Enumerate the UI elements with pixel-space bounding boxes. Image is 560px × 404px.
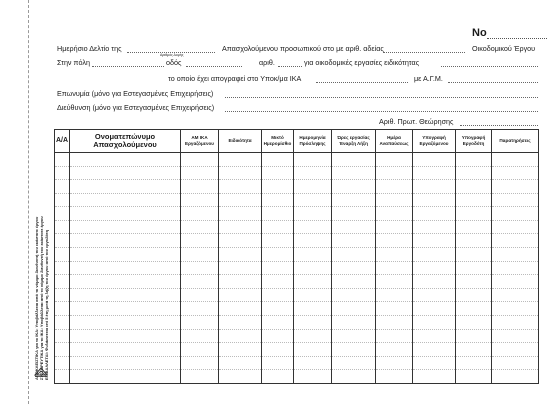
table-cell[interactable] xyxy=(294,275,332,289)
table-cell[interactable] xyxy=(492,370,539,384)
side-note-line: ΑΠΟΚΛΕΙΣΤΙΚΑ για το ΙΚΑ: Υποβάλλεται από το νόμιμο διευθυντή του εκάστοτε έργου xyxy=(34,216,39,380)
table-cell[interactable] xyxy=(181,234,219,248)
table-cell[interactable] xyxy=(219,248,262,262)
table-cell[interactable] xyxy=(70,220,181,234)
column-header-full-name: Ονοματεπώνυμο Απασχολούμενου xyxy=(70,130,181,153)
table-cell[interactable] xyxy=(70,302,181,316)
table-cell[interactable] xyxy=(70,207,181,221)
table-row xyxy=(55,329,539,343)
table-cell[interactable] xyxy=(219,302,262,316)
table-cell[interactable] xyxy=(294,370,332,384)
table-cell[interactable] xyxy=(262,166,294,180)
table-cell[interactable] xyxy=(332,261,376,275)
table-cell[interactable] xyxy=(456,180,492,194)
table-cell[interactable] xyxy=(262,302,294,316)
table-cell[interactable] xyxy=(262,370,294,384)
table-cell[interactable] xyxy=(294,302,332,316)
table-cell[interactable] xyxy=(70,166,181,180)
table-cell[interactable] xyxy=(181,275,219,289)
table-cell[interactable] xyxy=(376,302,413,316)
table-cell[interactable] xyxy=(376,288,413,302)
table-cell[interactable] xyxy=(492,315,539,329)
form-number-field[interactable] xyxy=(487,38,547,39)
table-cell[interactable] xyxy=(456,207,492,221)
table-row xyxy=(55,180,539,194)
table-cell[interactable] xyxy=(70,356,181,370)
table-cell[interactable] xyxy=(332,193,376,207)
table-cell[interactable] xyxy=(262,288,294,302)
table-cell[interactable] xyxy=(413,356,456,370)
table-cell[interactable] xyxy=(219,193,262,207)
table-cell[interactable] xyxy=(262,180,294,194)
table-body xyxy=(55,153,539,384)
table-cell[interactable] xyxy=(492,329,539,343)
side-note-line: ΕΠΙΒΑΛΛΕΤΑΙ: Φυλάσσεται επί 5 έτη μετά τη λήξη του έργου από τον εργοδότη xyxy=(44,229,49,380)
table-cell[interactable] xyxy=(55,302,70,316)
column-header-specialty: Ειδικότητα xyxy=(219,130,262,153)
table-cell[interactable] xyxy=(219,234,262,248)
table-cell[interactable] xyxy=(55,329,70,343)
table-cell[interactable] xyxy=(376,207,413,221)
table-cell[interactable] xyxy=(332,288,376,302)
table-cell[interactable] xyxy=(181,343,219,357)
table-cell[interactable] xyxy=(456,329,492,343)
street-field[interactable] xyxy=(186,66,242,67)
table-cell[interactable] xyxy=(413,343,456,357)
table-cell[interactable] xyxy=(376,153,413,167)
table-row xyxy=(55,234,539,248)
table-cell[interactable] xyxy=(456,370,492,384)
table-cell[interactable] xyxy=(294,356,332,370)
table-cell[interactable] xyxy=(262,275,294,289)
side-note-line: ΣΥΣΣΩΡΕΥΤΙΚΑ για το ΙΚΑ: Υποβάλλεται από το νόμιμο διευθυντή του εκάστοτε έργου xyxy=(39,216,44,380)
table-cell[interactable] xyxy=(492,207,539,221)
column-header-hire-date: Ημερομηνία Πρόσληψης xyxy=(294,130,332,153)
table-cell[interactable] xyxy=(181,261,219,275)
table-cell[interactable] xyxy=(413,370,456,384)
table-cell[interactable] xyxy=(456,302,492,316)
table-cell[interactable] xyxy=(492,302,539,316)
table-row xyxy=(55,193,539,207)
table-cell[interactable] xyxy=(181,166,219,180)
table-cell[interactable] xyxy=(55,356,70,370)
table-cell[interactable] xyxy=(181,315,219,329)
table-cell[interactable] xyxy=(219,153,262,167)
table-cell[interactable] xyxy=(219,356,262,370)
table-cell[interactable] xyxy=(294,220,332,234)
table-cell[interactable] xyxy=(181,193,219,207)
table-cell[interactable] xyxy=(492,288,539,302)
company-name-label: Επωνυμία (μόνο για Εστεγασμένες Επιχειρήσεις) xyxy=(57,89,214,98)
table-cell[interactable] xyxy=(219,288,262,302)
protocol-number-field[interactable] xyxy=(460,125,538,126)
table-cell[interactable] xyxy=(376,356,413,370)
table-cell[interactable] xyxy=(262,261,294,275)
table-cell[interactable] xyxy=(456,288,492,302)
table-cell[interactable] xyxy=(262,234,294,248)
table-cell[interactable] xyxy=(376,248,413,262)
table-cell[interactable] xyxy=(55,193,70,207)
building-project-label: Οικοδομικού Έργου xyxy=(472,44,536,53)
column-header-remarks: Παρατηρήσεις xyxy=(492,130,539,153)
street-small-label: Αριθμός Δομής xyxy=(160,53,184,57)
table-cell[interactable] xyxy=(456,261,492,275)
street-number-field[interactable] xyxy=(278,66,302,67)
table-cell[interactable] xyxy=(181,329,219,343)
street-label: οδός xyxy=(166,58,182,67)
table-cell[interactable] xyxy=(181,220,219,234)
table-cell[interactable] xyxy=(456,248,492,262)
table-cell[interactable] xyxy=(70,261,181,275)
table-cell[interactable] xyxy=(332,166,376,180)
table-cell[interactable] xyxy=(413,166,456,180)
table-cell[interactable] xyxy=(181,302,219,316)
table-cell[interactable] xyxy=(332,315,376,329)
table-cell[interactable] xyxy=(413,193,456,207)
table-cell[interactable] xyxy=(294,180,332,194)
table-cell[interactable] xyxy=(219,343,262,357)
table-cell[interactable] xyxy=(219,370,262,384)
table-row xyxy=(55,248,539,262)
table-cell[interactable] xyxy=(413,288,456,302)
table-cell[interactable] xyxy=(376,234,413,248)
employees-table xyxy=(54,129,539,384)
column-header-work-hours: Ώρες εργασίας Έναρξη Λήξη xyxy=(332,130,376,153)
protocol-number-label: Αριθ. Πρωτ. Θεώρησης xyxy=(379,117,454,126)
table-cell[interactable] xyxy=(456,153,492,167)
table-cell[interactable] xyxy=(55,220,70,234)
daily-report-label: Ημερήσιο Δελτίο της xyxy=(57,44,122,53)
table-cell[interactable] xyxy=(332,248,376,262)
table-row xyxy=(55,207,539,221)
table-cell[interactable] xyxy=(413,329,456,343)
table-cell[interactable] xyxy=(332,370,376,384)
table-row xyxy=(55,166,539,180)
company-address-field[interactable] xyxy=(225,111,538,112)
table-cell[interactable] xyxy=(332,343,376,357)
table-cell[interactable] xyxy=(456,275,492,289)
table-cell[interactable] xyxy=(219,166,262,180)
table-row xyxy=(55,153,539,167)
table-cell[interactable] xyxy=(413,248,456,262)
table-cell[interactable] xyxy=(376,166,413,180)
table-cell[interactable] xyxy=(413,180,456,194)
table-cell[interactable] xyxy=(492,220,539,234)
table-cell[interactable] xyxy=(262,315,294,329)
table-cell[interactable] xyxy=(55,343,70,357)
table-cell[interactable] xyxy=(332,329,376,343)
column-header-aa: Α/Α xyxy=(55,130,70,153)
works-specialty-field[interactable] xyxy=(441,66,538,67)
table-row xyxy=(55,370,539,384)
table-row xyxy=(55,275,539,289)
table-cell[interactable] xyxy=(55,248,70,262)
table-cell[interactable] xyxy=(376,329,413,343)
perforation-line xyxy=(28,0,29,404)
table-cell[interactable] xyxy=(70,153,181,167)
license-number-label: Απασχολούμενου προσωπικού στο με αριθ. αδείας xyxy=(222,44,384,53)
table-cell[interactable] xyxy=(456,356,492,370)
table-row xyxy=(55,220,539,234)
table-cell[interactable] xyxy=(262,329,294,343)
table-cell[interactable] xyxy=(332,180,376,194)
table-cell[interactable] xyxy=(376,275,413,289)
table-cell[interactable] xyxy=(413,302,456,316)
side-note xyxy=(34,216,49,380)
table-cell[interactable] xyxy=(262,207,294,221)
table-cell[interactable] xyxy=(294,288,332,302)
table-cell[interactable] xyxy=(492,234,539,248)
table-cell[interactable] xyxy=(181,153,219,167)
table-row xyxy=(55,315,539,329)
table-cell[interactable] xyxy=(55,234,70,248)
table-cell[interactable] xyxy=(70,343,181,357)
table-cell[interactable] xyxy=(70,248,181,262)
table-cell[interactable] xyxy=(262,248,294,262)
table-cell[interactable] xyxy=(294,343,332,357)
table-cell[interactable] xyxy=(413,261,456,275)
publisher-logo-icon xyxy=(34,366,48,378)
ika-branch-label: το οποίο έχει απογραφεί στο Υποκ/μα ΙΚΑ xyxy=(168,74,302,83)
table-cell[interactable] xyxy=(294,153,332,167)
table-cell[interactable] xyxy=(332,302,376,316)
table-cell[interactable] xyxy=(262,193,294,207)
table-cell[interactable] xyxy=(219,315,262,329)
table-cell[interactable] xyxy=(332,275,376,289)
table-cell[interactable] xyxy=(294,166,332,180)
table-cell[interactable] xyxy=(262,343,294,357)
table-cell[interactable] xyxy=(376,370,413,384)
table-cell[interactable] xyxy=(332,356,376,370)
table-cell[interactable] xyxy=(55,153,70,167)
table-cell[interactable] xyxy=(219,275,262,289)
table-cell[interactable] xyxy=(181,248,219,262)
column-header-ika-number: ΑΜ ΙΚΑ Εργαζόμενου xyxy=(181,130,219,153)
table-cell[interactable] xyxy=(332,207,376,221)
table-cell[interactable] xyxy=(413,207,456,221)
column-header-daily-wage: Μικτό Ημερομίσθιο xyxy=(262,130,294,153)
table-cell[interactable] xyxy=(70,329,181,343)
table-cell[interactable] xyxy=(294,207,332,221)
street-number-label: αριθ. xyxy=(259,58,275,67)
column-header-employee-signature: Υπογραφή Εργαζόμενου xyxy=(413,130,456,153)
table-cell[interactable] xyxy=(181,288,219,302)
table-cell[interactable] xyxy=(55,275,70,289)
table-cell[interactable] xyxy=(376,343,413,357)
table-cell[interactable] xyxy=(70,275,181,289)
table-cell[interactable] xyxy=(413,315,456,329)
city-label: Στην πόλη xyxy=(57,58,90,67)
table-cell[interactable] xyxy=(294,329,332,343)
table-cell[interactable] xyxy=(55,315,70,329)
table-cell[interactable] xyxy=(492,193,539,207)
table-cell[interactable] xyxy=(413,234,456,248)
ika-branch-field[interactable] xyxy=(316,82,408,83)
table-cell[interactable] xyxy=(376,180,413,194)
table-cell[interactable] xyxy=(219,207,262,221)
table-cell[interactable] xyxy=(413,220,456,234)
table-cell[interactable] xyxy=(181,207,219,221)
table-cell[interactable] xyxy=(262,220,294,234)
table-cell[interactable] xyxy=(492,343,539,357)
table-cell[interactable] xyxy=(376,220,413,234)
table-cell[interactable] xyxy=(456,193,492,207)
company-name-field[interactable] xyxy=(225,97,538,98)
company-address-label: Διεύθυνση (μόνο για Εστεγασμένες Επιχειρήσεις) xyxy=(57,103,215,112)
table-cell[interactable] xyxy=(456,220,492,234)
table-cell[interactable] xyxy=(492,248,539,262)
table-cell[interactable] xyxy=(376,193,413,207)
table-cell[interactable] xyxy=(55,370,70,384)
table-cell[interactable] xyxy=(294,315,332,329)
table-cell[interactable] xyxy=(70,193,181,207)
table-cell[interactable] xyxy=(294,261,332,275)
table-cell[interactable] xyxy=(376,315,413,329)
table-row xyxy=(55,261,539,275)
table-cell[interactable] xyxy=(456,343,492,357)
table-cell[interactable] xyxy=(70,234,181,248)
license-number-field[interactable] xyxy=(383,52,465,53)
works-specialty-label: για οικοδομικές εργασίες ειδικότητας xyxy=(304,58,420,67)
form-number-label: No xyxy=(472,27,487,39)
table-cell[interactable] xyxy=(55,180,70,194)
agm-field[interactable] xyxy=(448,82,538,83)
table-cell[interactable] xyxy=(456,166,492,180)
table-cell[interactable] xyxy=(332,153,376,167)
table-cell[interactable] xyxy=(492,153,539,167)
table-cell[interactable] xyxy=(294,234,332,248)
table-cell[interactable] xyxy=(219,261,262,275)
table-cell[interactable] xyxy=(294,248,332,262)
table-cell[interactable] xyxy=(413,153,456,167)
table-cell[interactable] xyxy=(456,234,492,248)
table-cell[interactable] xyxy=(332,220,376,234)
table-cell[interactable] xyxy=(492,166,539,180)
table-cell[interactable] xyxy=(181,180,219,194)
table-cell[interactable] xyxy=(219,220,262,234)
column-header-employer-signature: Υπογραφή Εργοδότη xyxy=(456,130,492,153)
table-cell[interactable] xyxy=(413,275,456,289)
table-cell[interactable] xyxy=(70,180,181,194)
table-row xyxy=(55,343,539,357)
table-cell[interactable] xyxy=(219,180,262,194)
table-cell[interactable] xyxy=(492,275,539,289)
table-cell[interactable] xyxy=(376,261,413,275)
table-row xyxy=(55,288,539,302)
table-cell[interactable] xyxy=(181,356,219,370)
table-cell[interactable] xyxy=(492,261,539,275)
table-cell[interactable] xyxy=(492,356,539,370)
table-cell[interactable] xyxy=(262,356,294,370)
agm-label: με Α.Γ.Μ. xyxy=(414,74,443,83)
table-cell[interactable] xyxy=(70,370,181,384)
table-cell[interactable] xyxy=(55,207,70,221)
table-cell[interactable] xyxy=(55,166,70,180)
table-row xyxy=(55,302,539,316)
table-cell[interactable] xyxy=(262,153,294,167)
city-field[interactable] xyxy=(92,66,164,67)
table-cell[interactable] xyxy=(332,234,376,248)
table-cell[interactable] xyxy=(492,180,539,194)
table-cell[interactable] xyxy=(181,370,219,384)
table-row xyxy=(55,356,539,370)
table-cell[interactable] xyxy=(219,329,262,343)
table-cell[interactable] xyxy=(70,288,181,302)
table-cell[interactable] xyxy=(70,315,181,329)
table-cell[interactable] xyxy=(55,288,70,302)
column-header-rest-day: Ημέρα Αναπαύσεως xyxy=(376,130,413,153)
table-cell[interactable] xyxy=(456,315,492,329)
table-cell[interactable] xyxy=(55,261,70,275)
table-cell[interactable] xyxy=(294,193,332,207)
